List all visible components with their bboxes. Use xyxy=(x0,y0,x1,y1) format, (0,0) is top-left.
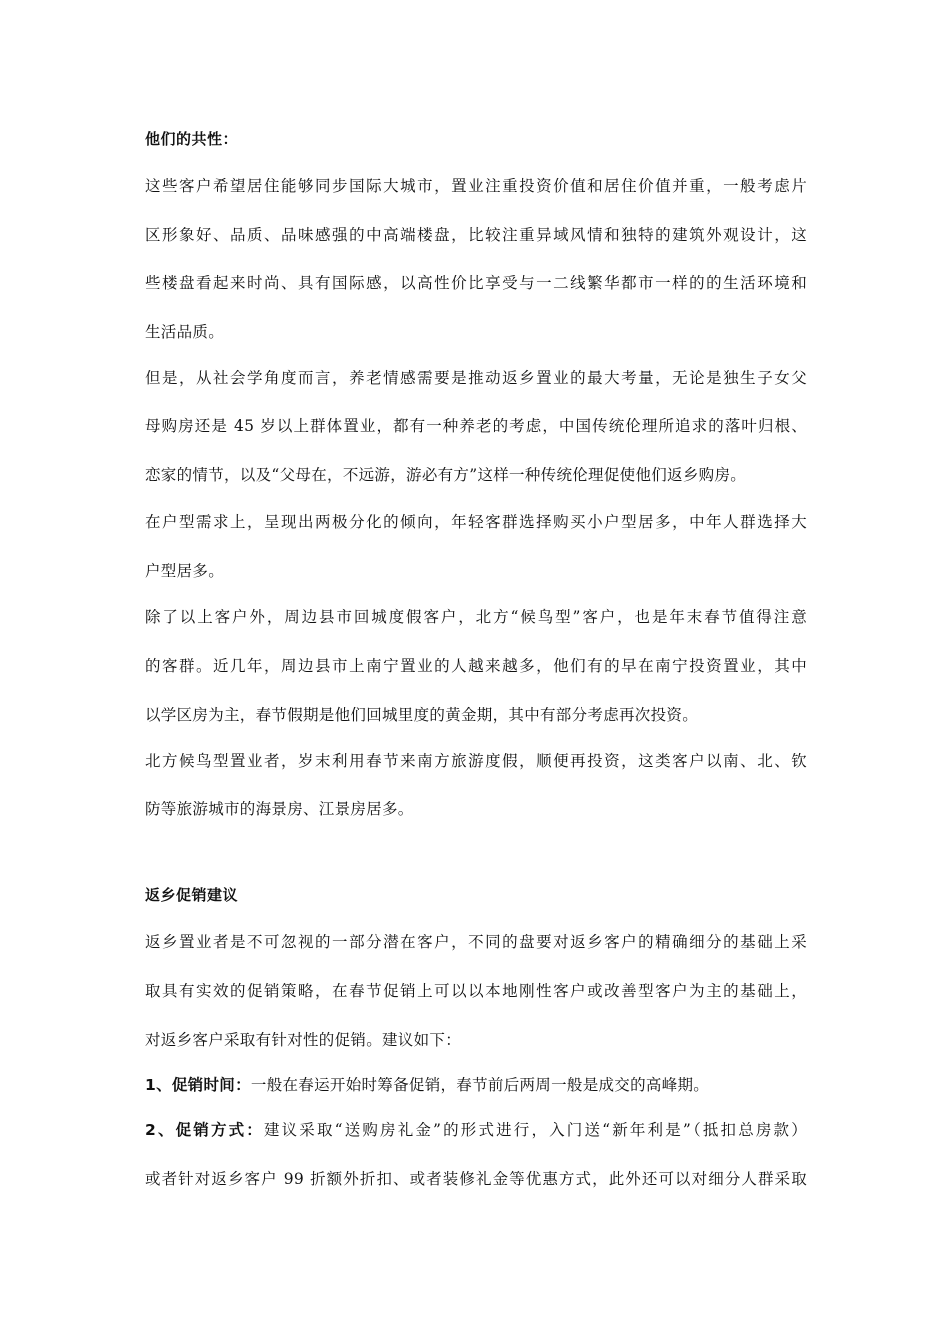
list-item-text: 一般在春运开始时筹备促销，春节前后两周一般是成交的高峰期。 xyxy=(250,1076,710,1094)
paragraph-line: 在户型需求上，呈现出两极分化的倾向，年轻客群选择购买小户型居多，中年人群选择大 xyxy=(145,513,807,531)
paragraph-line: 区形象好、品质、品味感强的中高端楼盘，比较注重异域风情和独特的建筑外观设计，这 xyxy=(145,226,807,244)
section-heading-promotion: 返乡促销建议 xyxy=(145,886,239,904)
paragraph-line: 些楼盘看起来时尚、具有国际感，以高性价比享受与一二线繁华都市一样的的生活环境和 xyxy=(145,274,807,292)
paragraph-line: 以学区房为主，春节假期是他们回城里度的黄金期，其中有部分考虑再次投资。 xyxy=(145,706,699,724)
paragraph-line: 除了以上客户外，周边县市回城度假客户，北方“候鸟型”客户，也是年末春节值得注意 xyxy=(145,608,807,626)
paragraph-line: 恋家的情节，以及“父母在，不远游，游必有方”这样一种传统伦理促使他们返乡购房。 xyxy=(145,466,747,484)
list-item-promotion-method xyxy=(145,1118,807,1140)
paragraph-line: 但是，从社会学角度而言，养老情感需要是推动返乡置业的最大考量，无论是独生子女父 xyxy=(145,369,807,387)
paragraph-line: 防等旅游城市的海景房、江景房居多。 xyxy=(145,800,414,818)
paragraph-line: 北方候鸟型置业者，岁末利用春节来南方旅游度假，顺便再投资，这类客户以南、北、钦 xyxy=(145,752,807,770)
list-item-text: 建议采取“送购房礼金”的形式进行，入门送“新年利是”（抵扣总房款） xyxy=(263,1121,807,1139)
paragraph-line: 生活品质。 xyxy=(145,323,225,341)
list-item-promotion-time xyxy=(145,1073,807,1095)
list-item-label: 2、促销方式： xyxy=(145,1121,264,1139)
list-item-label: 1、促销时间： xyxy=(145,1076,251,1094)
paragraph-line: 的客群。近几年，周边县市上南宁置业的人越来越多，他们有的早在南宁投资置业，其中 xyxy=(145,657,807,675)
paragraph-line: 返乡置业者是不可忽视的一部分潜在客户，不同的盘要对返乡客户的精确细分的基础上采 xyxy=(145,933,807,951)
paragraph-line: 户型居多。 xyxy=(145,562,225,580)
paragraph-line: 或者针对返乡客户 99 折额外折扣、或者装修礼金等优惠方式，此外还可以对细分人群采取 xyxy=(145,1170,807,1188)
section-heading-commonality: 他们的共性： xyxy=(145,130,239,148)
paragraph-line: 母购房还是 45 岁以上群体置业，都有一种养老的考虑，中国传统伦理所追求的落叶归根、 xyxy=(145,417,807,435)
paragraph-line: 取具有实效的促销策略，在春节促销上可以以本地刚性客户或改善型客户为主的基础上， xyxy=(145,982,807,1000)
paragraph-line: 这些客户希望居住能够同步国际大城市，置业注重投资价值和居住价值并重，一般考虑片 xyxy=(145,177,807,195)
paragraph-line: 对返乡客户采取有针对性的促销。建议如下： xyxy=(145,1031,462,1049)
